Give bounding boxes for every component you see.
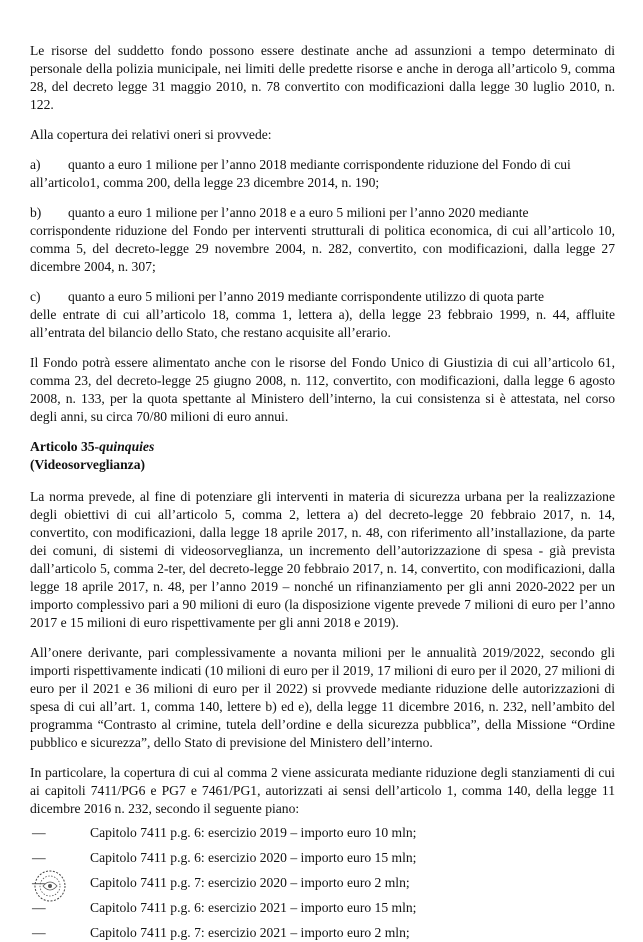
plan-item-text: Capitolo 7411 p.g. 7: esercizio 2021 – importo euro 2 mln; — [90, 925, 410, 940]
list-label-b: b) — [30, 205, 42, 220]
list-text-b-first: quanto a euro 1 milione per l’anno 2018 e a euro 5 milioni per l’anno 2020 mediante — [68, 205, 529, 220]
list-item-b — [30, 204, 615, 276]
plan-item-text: Capitolo 7411 p.g. 6: esercizio 2020 – importo euro 15 mln; — [90, 850, 417, 865]
paragraph-fondo-unico: Il Fondo potrà essere alimentato anche con le risorse del Fondo Unico di Giustizia di cui all’articolo 61, comma 23, del decreto-legge 25 giugno 2008, n. 112, convertito, con modificazioni, dalla legge 6 agosto 2008, n. 133, per la quota spettante al Ministero dell’interno, la cui consistenza si è attestata, nel corso degli anni, su circa 70/80 milioni di euro annui. — [30, 355, 615, 424]
plan-list-item — [30, 924, 615, 942]
list-item-a — [30, 156, 615, 192]
list-label-a: a) — [30, 157, 41, 172]
dash-bullet: — — [32, 900, 46, 915]
list-label-c: c) — [30, 289, 41, 304]
article-subtitle: (Videosorveglianza) — [30, 457, 146, 472]
plan-list-item — [30, 849, 615, 867]
list-item-c — [30, 288, 615, 342]
paragraph-coverage-intro: Alla copertura dei relativi oneri si provvede: — [30, 127, 272, 142]
paragraph-fund-resources: Le risorse del suddetto fondo possono essere destinate anche ad assunzioni a tempo determinato di personale della polizia municipale, nei limiti delle predette risorse e anche in deroga all’articolo 9, comma 28, del decreto legge 31 maggio 2010, n. 78 convertito con modificazioni dalla legge 30 luglio 2010, n. 122. — [30, 43, 615, 112]
plan-list-item — [30, 824, 615, 842]
article-title-suffix: quinquies — [99, 439, 155, 454]
article-title — [30, 438, 615, 456]
dash-bullet: — — [32, 825, 46, 840]
list-text-a-first: quanto a euro 1 milione per l’anno 2018 mediante corrispondente riduzione del Fondo di cui — [68, 157, 571, 172]
plan-list-item — [30, 874, 615, 892]
list-text-c-rest: delle entrate di cui all’articolo 18, comma 1, lettera a), della legge 23 febbraio 1999, n. 44, affluite all’entrata del bilancio dello Stato, che restano acquisite all’erario. — [30, 307, 615, 340]
list-text-c-first: quanto a euro 5 milioni per l’anno 2019 mediante corrispondente utilizzo di quota parte — [68, 289, 545, 304]
dash-bullet: — — [32, 925, 46, 940]
article-heading — [30, 438, 615, 474]
list-text-b-rest: corrispondente riduzione del Fondo per interventi strutturali di politica economica, di cui all’articolo 10, comma 5, del decreto-legge 29 novembre 2004, n. 282, convertito, con modificazioni, dalla legge 27 dicembre 2004, n. 307; — [30, 223, 615, 274]
plan-item-text: Capitolo 7411 p.g. 6: esercizio 2019 – importo euro 10 mln; — [90, 825, 417, 840]
list-text-a-rest: all’articolo1, comma 200, della legge 23 dicembre 2014, n. 190; — [30, 175, 380, 190]
stamp-seal-icon — [32, 868, 68, 904]
paragraph-norma: La norma prevede, al fine di potenziare gli interventi in materia di sicurezza urbana per la realizzazione degli obiettivi di cui all’articolo 5, comma 2, lettera a) del decreto-legge 20 febbraio 2017, n. 14, convertito, con modificazioni, dalla legge 18 aprile 2017, n. 48, con riferimento all’installazione, da parte dei comuni, di sistemi di videosorveglianza, un incremento dell’autorizzazione di spesa - già prevista dall’articolo 5, comma 2-ter, del decreto-legge 20 febbraio 2017, n. 14, convertito, con modificazioni, dalla legge 18 aprile 2017, n. 48, per l’anno 2019 – nonché un rifinanziamento per gli anni 2020-2022 per un importo complessivo pari a 90 milioni di euro (la disposizione vigente prevede 7 milioni di euro per l’anno 2017 e 15 milioni di euro rispettivamente per gli anni 2018 e 2019). — [30, 489, 615, 630]
paragraph-copertura: In particolare, la copertura di cui al comma 2 viene assicurata mediante riduzione degli stanziamenti di cui ai capitoli 7411/PG6 e PG7 e 7461/PG1, autorizzati ai sensi dell’articolo 1, comma 140, della legge 11 dicembre 2016 n. 232, secondo il seguente piano: — [30, 765, 615, 816]
plan-item-text: Capitolo 7411 p.g. 7: esercizio 2020 – importo euro 2 mln; — [90, 875, 410, 890]
dash-bullet: — — [32, 875, 46, 890]
plan-list — [30, 824, 615, 942]
paragraph-onere: All’onere derivante, pari complessivamente a novanta milioni per le annualità 2019/2022, secondo gli importi rispettivamente indicati (10 milioni di euro per il 2019, 17 milioni di euro per il 2020, 27 milioni di euro per il 2021 e 36 milioni di euro per il 2022) si provvede mediante riduzione delle autorizzazioni di spesa di cui all’art. 1, comma 140, lettere b) ed e), della legge 11 dicembre 2016, n. 232, nell’ambito del programma “Contrasto al crimine, tutela dell’ordine e della sicurezza pubblica”, della Missione “Ordine pubblico e sicurezza”, dello Stato di previsione del Ministero dell’interno. — [30, 645, 615, 750]
plan-item-text: Capitolo 7411 p.g. 6: esercizio 2021 – importo euro 15 mln; — [90, 900, 417, 915]
article-title-prefix: Articolo 35- — [30, 439, 100, 454]
plan-list-item — [30, 899, 615, 917]
dash-bullet: — — [32, 850, 46, 865]
